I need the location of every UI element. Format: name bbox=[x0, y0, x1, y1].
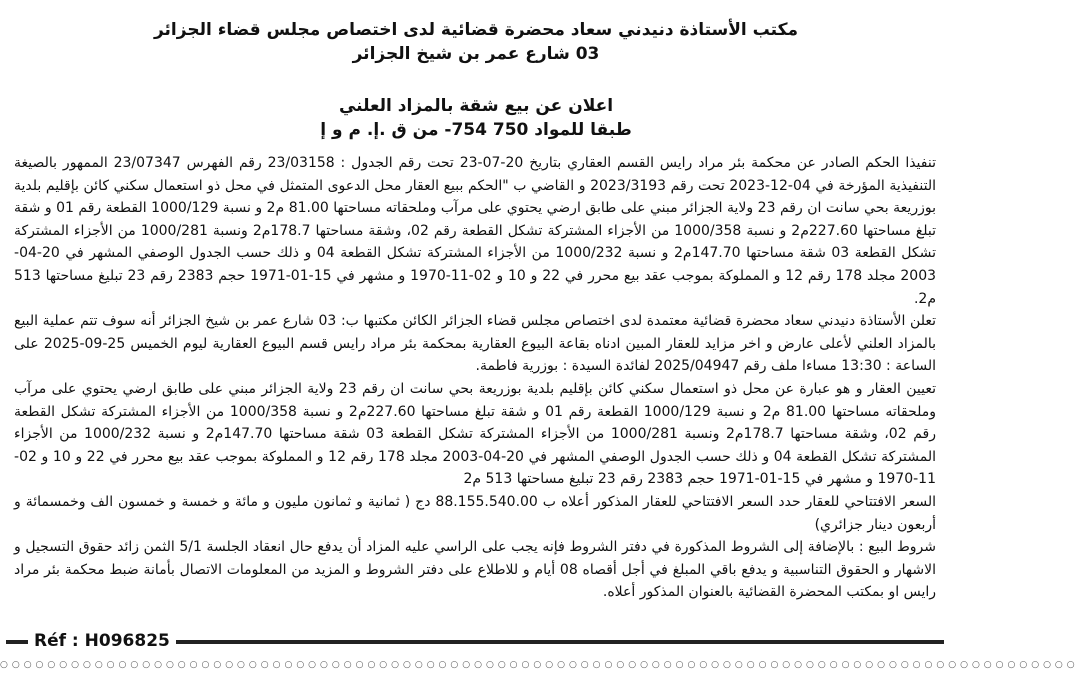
judgment-paragraph: تنفيذا الحكم الصادر عن محكمة بئر مراد رايس القسم العقاري بتاريخ 20-07-23 تحت رقم الجدول : 23/03158 رقم الفهرس 23/07347 الممهور بالصيغة التنفيذية المؤرخة في 04-12-2023 تحت رقم 2023/3193 و القاضي ب "الحكم ببيع العقار محل الدعوى المتمثل في محل ذو استعمال سكني كائن بإقليم بلدية بوزريعة بحي سانت ان رقم 23 ولاية الجزائر مبني على طابق ارضي يحتوي على مرآب وملحقاته مساحتها 81.00 م2 و نسبة 1000/129 القطعة رقم 01 و شقة تبلغ مساحتها 227.60م2 و نسبة 1000/358 من الأجزاء المشتركة تشكل القطعة رقم 02، وشقة مساحتها 178.7م2 ونسبة 1000/281 من الأجزاء المشتركة تشكل القطعة 03 شقة مساحتها 147.70م2 و نسبة 1000/232 من الأجزاء المشتركة تشكل القطعة 04 و ذلك حسب الجدول الوصفي المشهر في 20-04-2003 مجلد 178 رقم 12 و المملوكة بموجب عقد بيع محرر في 22 و 10 و 02-11-1970 و مشهر في 15-01-1971 حجم 2383 رقم 23 تبليغ مساحتها 513 م2. bbox=[14, 155, 937, 307]
sale-conditions-paragraph: شروط البيع : بالإضافة إلى الشروط المذكورة في دفتر الشروط فإنه يجب على الراسي عليه المزاد أن يدفع حال انعقاد الجلسة 5/1 الثمن زائد حقوق التسجيل و الاشهار و الحقوق التناسبية و يدفع باقي المبلغ في أجل أقصاه 08 أيام و للاطلاع على دفتر الشروط و المزيد من المعلومات الاتصال بأمانة ضبط محكمة بئر مراد رايس او بمكتب المحضرة القضائية بالعنوان المذكور أعلاه. bbox=[14, 539, 936, 601]
announcement-title: اعلان عن بيع شقة بالمزاد العلني bbox=[338, 96, 614, 116]
opening-price-paragraph: السعر الافتتاحي للعقار حدد السعر الافتتاحي للعقار المذكور أعلاه ب 88.155.540.00 دج ( ثمانية و ثمانون مليون و مائة و خمسة و خمسون الف وخمسمائة و أربعون دينار جزائري) bbox=[14, 493, 937, 533]
property-description-paragraph: تعيين العقار و هو عبارة عن محل ذو استعمال سكني كائن بإقليم بلدية بوزريعة بحي سانت ان رقم 23 ولاية الجزائر مبني على طابق ارضي يحتوي على مرآب وملحقاته مساحتها 81.00 م2 و نسبة 1000/129 القطعة رقم 01 و شقة تبلغ مساحتها 227.60م2 و نسبة 1000/358 من الأجزاء المشتركة تشكل القطعة رقم 02، وشقة مساحتها 178.7م2 ونسبة 1000/281 من الأجزاء المشتركة تشكل القطعة 03 شقة مساحتها 147.70م2 و نسبة 1000/232 من الأجزاء المشتركة تشكل القطعة 04 و ذلك حسب الجدول الوصفي المشهر في 20-04-2003 مجلد 178 رقم 12 و المملوكة بموجب عقد بيع محرر في 22 و 10 و 02-11-1970 و مشهر في 15-01-1971 حجم 2383 رقم 23 تبليغ مساحتها 513 م2 bbox=[14, 380, 936, 488]
announcement-title-block bbox=[0, 94, 952, 142]
office-address: 03 شارع عمر بن شيخ الجزائر bbox=[352, 44, 600, 64]
reference-row bbox=[0, 628, 952, 654]
auction-notice-paragraph: تعلن الأستاذة دنيدني سعاد محضرة قضائية معتمدة لدى اختصاص مجلس قضاء الجزائر الكائن مكتبها ب: 03 شارع عمر بن شيخ الجزائر أنه سوف تتم عملية البيع بالمزاد العلني لأعلى عارض و اخر مزايد للعقار المبين ادناه بقاعة البيوع العقارية بمحكمة بئر مراد رايس قسم البيوع العقارية ليوم الخميس 25-09-2025 على الساعة : 13:30 مساءا ملف رقم 2025/04947 لفائدة السيدة : بوزرية فاطمة. bbox=[14, 313, 936, 375]
office-header bbox=[0, 18, 952, 66]
reference-label: Réf : H096825 bbox=[28, 628, 176, 654]
legal-basis: طبقا للمواد 750 754- من ق .إ. م و إ bbox=[320, 120, 632, 140]
announcement-body bbox=[14, 152, 936, 604]
office-name: مكتب الأستاذة دنيدني سعاد محضرة قضائية لدى اختصاص مجلس قضاء الجزائر bbox=[153, 20, 799, 40]
dotted-separator: ○○○○○○○○○○○○○○○○○○○○○○○○○○○○○○○○○○○○○○○○○○○○○○○○○○○○○○○○○○○○○○○○○○○○○○○○○○○○○○○○○○○○○○○○○○○ bbox=[0, 660, 1079, 670]
